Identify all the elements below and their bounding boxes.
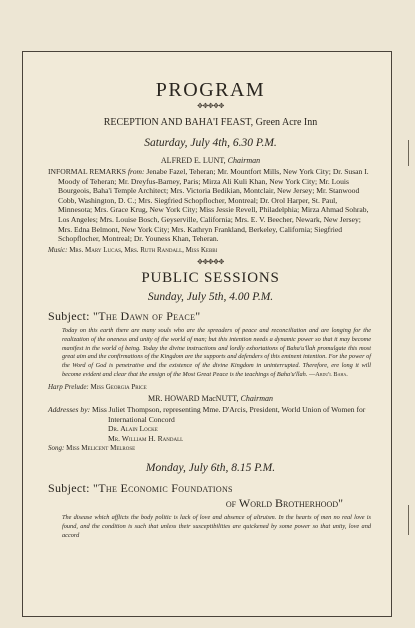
song-text: Miss Melicent Melrose	[66, 443, 136, 452]
subject-2	[48, 481, 373, 496]
remarks-label: INFORMAL REMARKS	[48, 167, 126, 176]
music-line	[48, 246, 373, 256]
margin-mark	[408, 140, 409, 166]
program-page	[22, 51, 392, 617]
chairman-role: Chairman	[227, 156, 261, 165]
harp-prelude	[48, 383, 373, 393]
public-sessions-heading: PUBLIC SESSIONS	[141, 270, 280, 287]
margin-mark	[408, 505, 409, 535]
song-line	[48, 444, 373, 454]
harp-label: Harp Prelude:	[48, 382, 89, 391]
quote-attribution: —Abdu'l Baha.	[308, 370, 348, 378]
quote-text: Today on this earth there are many souls who are the spreaders of peace and reconciliation and are longing for the realization of the oneness and unity of the world of man; but this intention needs a dynamic power so that it may become manifest in the world of being. Today the divine instructions and lordly exhortations of Baha'u'llah promulgate this most great aim and the confirmations of the Kingdom are the supports and defenders of this eminent intention. For the power of the Word of God is penetrative and the existence of the divine Kingdom in uninterrupted. Therefore, ere long it will become evident and clear that the ensign of the Most Great Peace is the teachings of Baha'u'llah.	[62, 327, 371, 378]
quote-abdul-baha	[48, 327, 373, 379]
sunday-date: Sunday, July 5th, 4.00 P.M.	[147, 291, 274, 304]
chairman2-name: MR. HOWARD MacNUTT,	[148, 394, 239, 404]
subject-title: "The Dawn of Peace"	[93, 309, 201, 324]
reception-date: Saturday, July 4th, 6.30 P.M.	[144, 137, 277, 149]
music-text: Mrs. Mary Lucas, Mrs. Ruth Randall, Miss Kebbi	[69, 245, 218, 254]
speaker-locke: Dr. Alain Locke	[108, 424, 158, 434]
remarks-from: from:	[127, 167, 145, 176]
harp-text: Miss Georgia Price	[90, 382, 147, 391]
addresses-text: Miss Juliet Thompson, representing Mme. D'Arcis, President, World Union of Women for International Concord	[92, 405, 366, 424]
informal-remarks	[48, 167, 373, 244]
subject2-title-line1: "The Economic Foundations	[93, 481, 233, 496]
chairman-name: ALFRED E. LUNT,	[160, 156, 226, 165]
music-label: Music:	[48, 245, 68, 254]
monday-date: Monday, July 6th, 8.15 P.M.	[145, 462, 276, 475]
ornament-divider: ✥✥✥✥✥	[197, 258, 224, 267]
subject-label: Subject:	[48, 309, 90, 324]
subject2-label: Subject:	[48, 481, 90, 496]
subject2-title-line2: of World Brotherhood"	[225, 496, 343, 511]
song-label: Song:	[48, 443, 65, 452]
chairman2-role: Chairman	[240, 394, 273, 404]
reception-chairman	[48, 156, 373, 166]
addresses-label: Addresses by:	[48, 405, 91, 415]
sunday-chairman	[48, 394, 373, 404]
program-content	[48, 78, 373, 540]
page-title: PROGRAM	[155, 79, 266, 101]
reception-line: RECEPTION AND BAHA'I FEAST, Green Acre Inn	[103, 117, 318, 128]
quote-body-politic: The disease which afflicts the body politic is lack of love and absence of altruism. In the hearts of men no real love is found, and the condition is such that unless their susceptibilities are quickened by some power so that unity, love and accord	[62, 514, 371, 539]
subject-1	[48, 309, 373, 324]
ornament-divider: ✥✥✥✥✥	[197, 102, 224, 110]
speaker-randall: Mr. William H. Randall	[108, 433, 184, 443]
remarks-text: Jenabe Fazel, Teheran; Mr. Mountfort Mills, New York City; Dr. Susan I. Moody of Teheran; Mr. Dreyfus-Barney, Paris; Mirza Ali Kuli Khan, New York City; Mr. Louis Bourgeois, Baha'i Temple Architect; Mrs. Victoria Bedikian, Montclair, New Jersey; Mr. Stanwood Cobb, Washington, D. C.; Mrs. Siegfried Schopflocher, Montreal; Dr. Orol Harper, St. Paul, Minnesota; Mrs. Grace Krug, New York City; Miss Jessie Revell, Philadelphia; Mirza Ahmad Sohrab, Los Angeles; Mrs. Louise Bosch, Geyserville, California; Mrs. E. V. Beecher, Newark, New Jersey; Mrs. Edna Belmont, New York City; Mrs. Kathryn Frankland, Berkeley, California; Siegfried Schopflocher, Montreal; Dr. Youness Khan, Teheran.	[58, 167, 369, 244]
addresses	[48, 405, 373, 424]
